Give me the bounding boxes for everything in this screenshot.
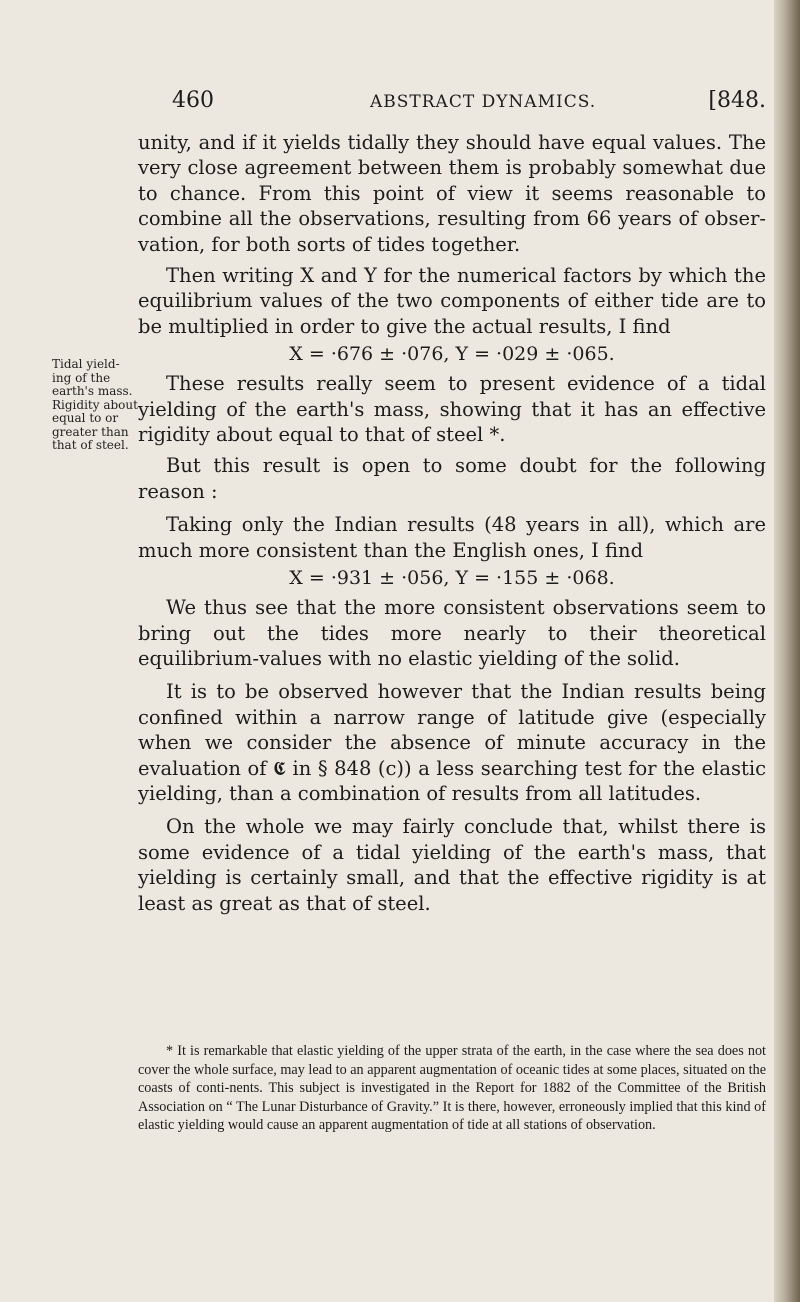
paragraph-2: Then writing X and Y for the numerical factors by which the equilibrium values of the two components of either tide are to be multiplied in order to give the actual results, I find [138, 264, 766, 338]
running-header [172, 88, 766, 118]
margin-note: Tidal yield-ing of the earth's mass. Rigidity about equal to or greater than that of steel. [52, 357, 138, 452]
paragraph-5: Taking only the Indian results (48 years in all), which are much more consistent than the English ones, I find [138, 513, 766, 562]
paragraph-4: But this result is open to some doubt for the following reason : [138, 454, 766, 503]
equation-2: X = ·931 ± ·056, Y = ·155 ± ·068. [289, 567, 615, 590]
page-edge-shadow [774, 0, 800, 1302]
paragraph-1: unity, and if it yields tidally they should have equal values. The very close agreement between them is probably somewhat due to chance. From this point of view it seems reasonable to combine all the observations, resulting from 66 years of obser-vation, for both sorts of tides together. [138, 131, 766, 256]
equation-1: X = ·676 ± ·076, Y = ·029 ± ·065. [289, 343, 615, 366]
section-number: [848. [708, 88, 766, 113]
footnote [138, 1042, 766, 1135]
footnote-text: * It is remarkable that elastic yielding of the upper strata of the earth, in the case where the sea does not cover the whole surface, may lead to an apparent augmentation of oceanic tides at some places, situated on the coasts of conti-nents. This subject is investigated in the Report for 1882 of the Committee of the British Association on “ The Lunar Disturbance of Gravity.” It is there, however, erroneously implied that this kind of elastic yielding would cause an apparent augmentation of tide at all stations of observation. [138, 1043, 766, 1134]
main-text [138, 130, 766, 916]
running-title: ABSTRACT DYNAMICS. [370, 92, 597, 112]
page-number: 460 [172, 88, 214, 113]
paragraph-3: These results really seem to present evidence of a tidal yielding of the earth's mass, showing that it has an effective rigidity about equal to that of steel *. [138, 372, 766, 447]
paragraph-6: We thus see that the more consistent observations seem to bring out the tides more nearly to their theoretical equilibrium-values with no elastic yielding of the solid. [138, 596, 766, 670]
paragraph-8: On the whole we may fairly conclude that, whilst there is some evidence of a tidal yielding of the earth's mass, that yielding is certainly small, and that the effective rigidity is at least as great as that of steel. [138, 815, 766, 915]
paragraph-7: It is to be observed however that the Indian results being confined within a narrow range of latitude give (especially when we consider the absence of minute accuracy in the evaluation of 𝕮 in § 848 (c)) a less searching test for the elastic yielding, than a combination of results from all latitudes. [138, 680, 766, 805]
